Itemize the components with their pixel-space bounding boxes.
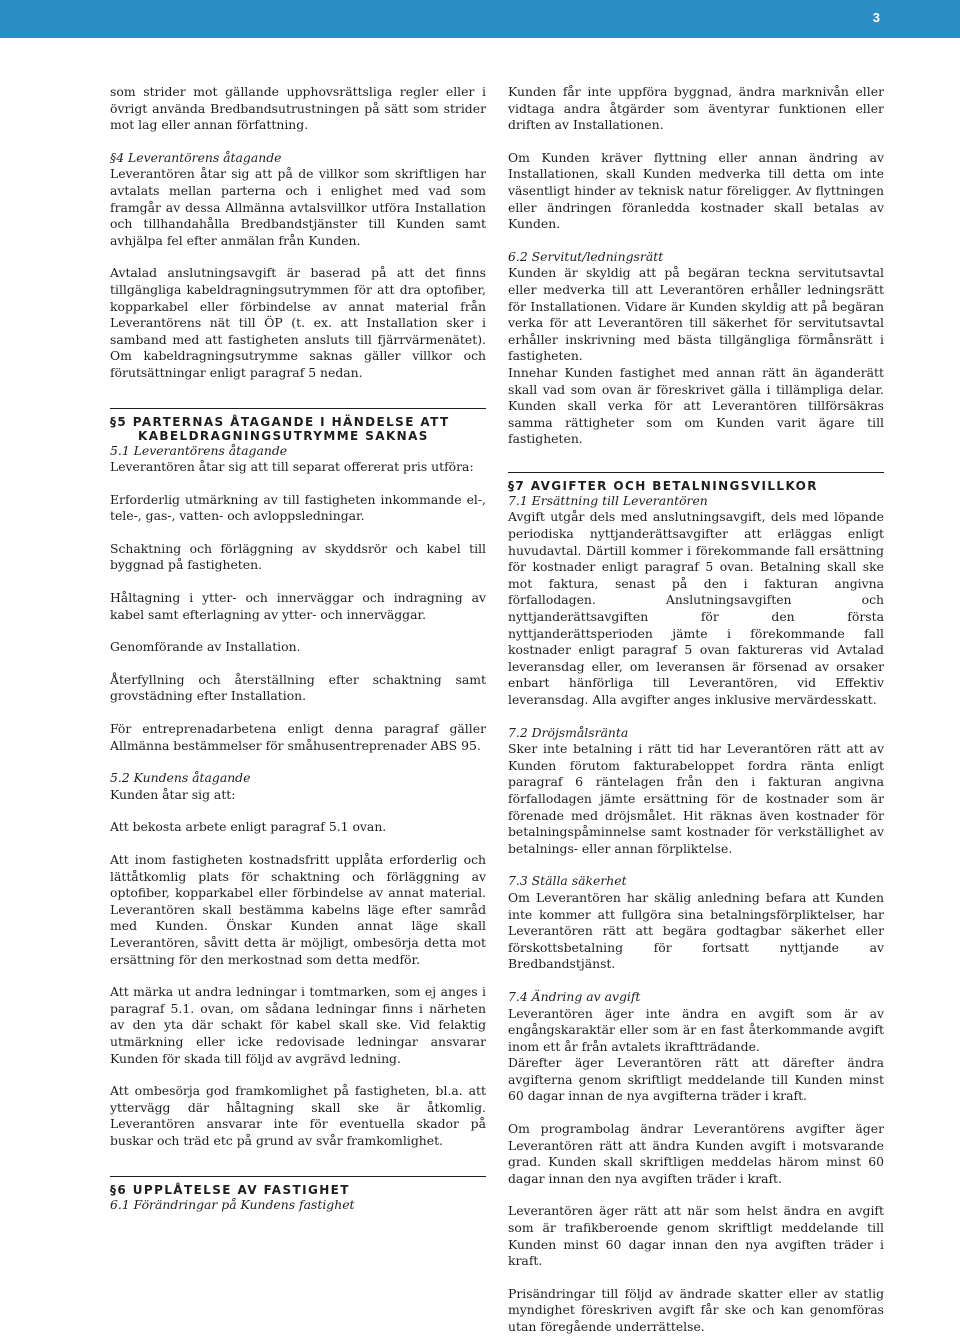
- right-column: [508, 84, 884, 1336]
- paragraph: Innehar Kunden fastighet med annan rätt än äganderätt skall vad som ovan är föreskrivet gälla i tillämpliga delar. Kunden skall verka för att Leverantören tillförsäkras samma rättigheter som om Kunden varit ägare till fastigheten.: [508, 364, 884, 447]
- section-heading-6: [110, 1176, 486, 1197]
- paragraph: Kunden åtar sig att:: [110, 786, 236, 802]
- subsection-title: 6.2 Servitut/ledningsrätt: [508, 248, 664, 264]
- subsection-title: 7.4 Ändring av avgift: [508, 988, 641, 1004]
- paragraph: Om Kunden kräver flyttning eller annan ändring av Installationen, skall Kunden medverka till detta om inte väsentligt hinder av teknisk natur föreligger. Av flyttningen eller ändringen föranledda kostnader skall betalas av Kunden.: [508, 149, 884, 232]
- paragraph: Därefter äger Leverantören rätt att därefter ändra avgifterna genom skriftligt meddelande till Kunden minst 60 dagar innan de nya avgifterna träder i kraft.: [508, 1055, 884, 1104]
- paragraph: som strider mot gällande upphovsrättsliga regler eller i övrigt använda Bredbandsutrustningen på sätt som strider mot lag eller annan författning.: [110, 84, 486, 133]
- section-heading-line: KABELDRAGNINGSUTRYMME SAKNAS: [138, 428, 429, 443]
- paragraph: Prisändringar till följd av ändrade skatter eller av statlig myndighet föreskriven avgift får ske och kan genomföras utan föregående underrättelse.: [508, 1285, 884, 1334]
- paragraph: Håltagning i ytter- och innerväggar och indragning av kabel samt efterlagning av ytter- och innerväggar.: [110, 590, 486, 622]
- paragraph: Avgift utgår dels med anslutningsavgift, dels med löpande periodiska nyttjanderättsavgifter att erläggas enligt huvudavtal. Därtill kommer i förekommande fall ersättning för kostnader enligt paragraf 5 ovan. Betalning skall ske mot faktura, senast på den i fakturan angivna förfallodagen. Anslutningsavgiften och nyttjanderättsavgiften för den första nyttjanderättsperioden jämte i förekommande fall kostnader enligt paragraf 5 ovan faktureras vid Avtalad leveransdag eller, om leveransen är försenad av orsaker enbart hänförliga till Leverantören, vid Effektiv leveransdag. Alla avgifter anges inklusive mervärdesskatt.: [508, 509, 884, 707]
- paragraph: Avtalad anslutningsavgift är baserad på att det finns tillgängliga kabeldragningsutrymmen för att dra optofiber, kopparkabel eller förbindelse av annat material från Leverantörens nät till ÖP (t. ex. att Installation sker i samband med att fastigheten ansluts till fjärrvärmenätet). Om kabeldragningsutrymme saknas gäller villkor och förutsättningar enligt paragraf 5 nedan.: [110, 265, 486, 380]
- paragraph: Sker inte betalning i rätt tid har Leverantören rätt att av Kunden förutom fakturabeloppet fordra ränta enligt paragraf 6 räntelagen från den i fakturan angivna förfallodagen jämte ersättning för de kostnader som är förenade med dröjsmålet. Hit räknas även kostnader för betalningspåminnelse samt kostnader för verkställighet av betalnings- eller annan förpliktelse.: [508, 741, 884, 856]
- subsection-title: 6.1 Förändringar på Kundens fastighet: [110, 1196, 355, 1212]
- paragraph: Leverantören äger rätt att när som helst ändra en avgift som är trafikberoende genom skriftligt meddelande till Kunden minst 60 dagar innan den nya avgiften träder i kraft.: [508, 1203, 884, 1269]
- paragraph: Att inom fastigheten kostnadsfritt upplåta erforderlig och lättåtkomlig plats för schaktning och förläggning av optofiber, kopparkabel eller förbindelse av annat material. Leverantören skall bestämma kabelns läge efter samråd med Kunden. Önskar Kunden annat läge skall Leverantören, såvitt detta är möjligt, ombesörja detta mot ersättning för den merkostnad som detta medför.: [110, 852, 486, 967]
- paragraph: Leverantören äger inte ändra en avgift som är av engångskaraktär eller som är en fast återkommande avgift inom ett år från avtalets ikraftträdande.: [508, 1005, 884, 1054]
- paragraph: Om programbolag ändrar Leverantörens avgifter äger Leverantören rätt att ändra Kunden avgift i motsvarande grad. Kunden skall skriftligen meddelas härom minst 60 dagar innan den nya avgiften träder i kraft.: [508, 1121, 884, 1186]
- paragraph: Återfyllning och återställning efter schaktning samt grovstädning efter Installation.: [110, 671, 486, 704]
- section-heading-7: [508, 472, 884, 493]
- section-heading-5: [110, 408, 486, 443]
- subsection-title: 5.1 Leverantörens åtagande: [110, 442, 288, 458]
- subsection-title: §4 Leverantörens åtagande: [110, 149, 282, 165]
- section-heading-line: §5 PARTERNAS ÅTAGANDE I HÄNDELSE ATT: [110, 414, 450, 429]
- subsection-title: 7.3 Ställa säkerhet: [508, 873, 627, 889]
- section-heading-line: §6 UPPLÅTELSE AV FASTIGHET: [110, 1182, 350, 1197]
- subsection-title: 5.2 Kundens åtagande: [110, 770, 251, 786]
- page-number: 3: [872, 10, 880, 25]
- paragraph: Kunden är skyldig att på begäran teckna servitutsavtal eller medverka till att Leverantören erhåller ledningsrätt för Installationen. Vidare är Kunden skyldig att på begäran verka för att Leverantören till säkerhet för servitutsavtal erhåller inskrivning med bästa tillgängliga förmånsrätt i fastigheten.: [508, 265, 884, 364]
- left-column: [110, 84, 486, 1213]
- page-header-bar: [0, 0, 960, 38]
- subsection-title: 7.1 Ersättning till Leverantören: [508, 492, 708, 508]
- section-heading-line: §7 AVGIFTER OCH BETALNINGSVILLKOR: [508, 478, 818, 493]
- paragraph: Erforderlig utmärkning av till fastigheten inkommande el-, tele-, gas-, vatten- och avloppsledningar.: [110, 491, 486, 524]
- paragraph: För entreprenadarbetena enligt denna paragraf gäller Allmänna bestämmelser för småhusentreprenader ABS 95.: [110, 721, 486, 753]
- paragraph: Att märka ut andra ledningar i tomtmarken, som ej anges i paragraf 5.1. ovan, om sådana ledningar finns i närheten av den yta där schakt för kabel skall ske. Vid felaktig utmärkning eller icke redovisade ledningar ansvarar Kunden för skada till följd av avgrävd ledning.: [110, 984, 486, 1066]
- paragraph: Att bekosta arbete enligt paragraf 5.1 ovan.: [110, 819, 387, 835]
- paragraph: Om Leverantören har skälig anledning befara att Kunden inte kommer att fullgöra sina betalningsförpliktelser, har Leverantören rätt att begära godtagbar säkerhet eller förskottsbetalning för fortsatt nyttjande av Bredbandstjänst.: [508, 889, 884, 972]
- paragraph: Leverantören åtar sig att till separat offererat pris utföra:: [110, 459, 474, 475]
- subsection-title: 7.2 Dröjsmålsränta: [508, 724, 629, 740]
- paragraph: Kunden får inte uppföra byggnad, ändra marknivån eller vidtaga andra åtgärder som äventyrar funktionen eller driften av Installationen.: [508, 84, 884, 133]
- paragraph: Att ombesörja god framkomlighet på fastigheten, bl.a. att yttervägg där håltagning skall ske är åtkomlig. Leverantören ansvarar inte för eventuella skador på buskar och träd etc på grund av svår framkomlighet.: [110, 1083, 486, 1148]
- paragraph: Schaktning och förläggning av skyddsrör och kabel till byggnad på fastigheten.: [110, 540, 486, 573]
- paragraph: Genomförande av Installation.: [110, 639, 301, 655]
- paragraph: Leverantören åtar sig att på de villkor som skriftligen har avtalats mellan parterna och i enlighet med vad som framgår av dessa Allmänna avtalsvillkor utföra Installation och tillhandahålla Bredbandstjänster till Kunden samt avhjälpa fel efter anmälan från Kunden.: [110, 166, 486, 248]
